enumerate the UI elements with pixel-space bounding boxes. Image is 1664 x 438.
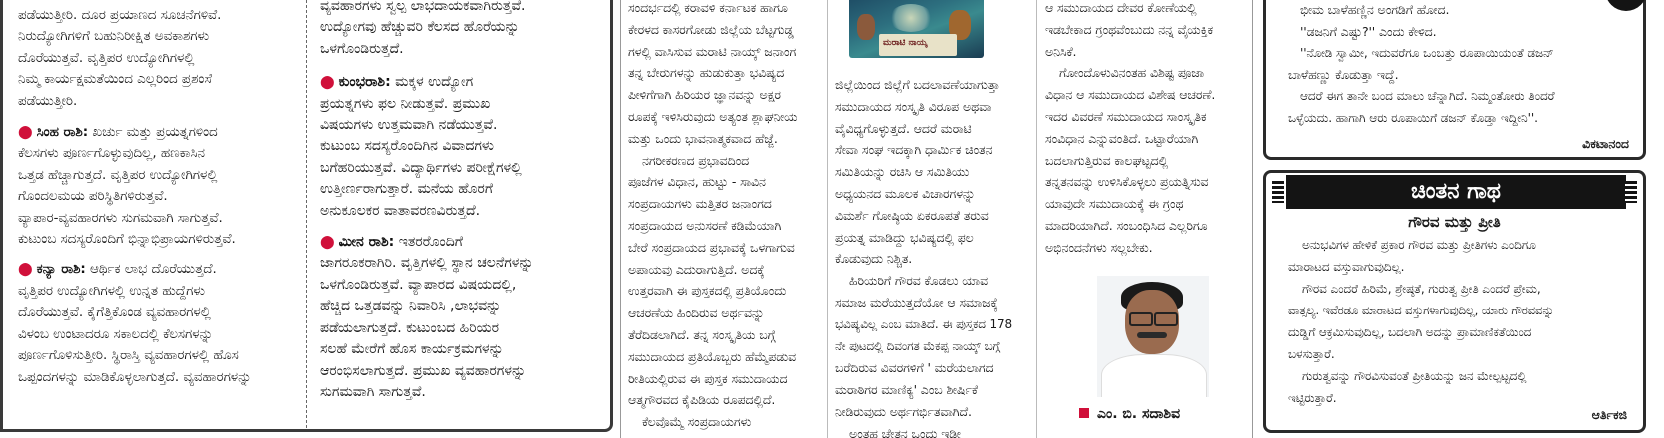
text-line: ಸೇವಾ ಸಂಘ ಇದಕ್ಕಾಗಿ ಧಾರ್ಮಿಕ ಚಿಂತನ — [835, 142, 993, 158]
text-line: ಪೀಳಿಗೆಗಾಗಿ ಹಿರಿಯರ ಜ್ಞಾನವನ್ನು ಅಕ್ಷರ — [628, 87, 781, 103]
text-line: ಆತ್ಮಗೌರವದ ಕೈಪಿಡಿಯ ರೂಪದಲ್ಲಿದೆ. — [628, 392, 776, 408]
text-line: ವಿಳಂಬ ಉಂಟಾದರೂ ಸಕಾಲದಲ್ಲಿ ಕೆಲಸಗಳನ್ನು — [18, 326, 214, 342]
text-line: ಆರಂಭಿಸಲಾಗುತ್ತದೆ. ಪ್ರಮುಖ ವ್ಯವಹಾರಗಳನ್ನು — [320, 362, 527, 379]
text-line: ಸಂವಿಧಾನ ಎನ್ನುವಂತಿದೆ. ಒಟ್ಟಾರೆಯಾಗಿ — [1045, 130, 1199, 146]
text-line: ಅನುಭವಿಗಳ ಹೇಳಿಕೆ ಪ್ರಕಾರ ಗೌರವ ಮತ್ತು ಪ್ರೀತಿಗಳು ಎಂದಿಗೂ — [1302, 238, 1536, 252]
bullet-icon: ⬤ — [320, 75, 335, 91]
text-line: ರೂಪಕ್ಕೆ ಇಳಿಸಿರುವುದು ಅತ್ಯಂತ ಶ್ಲಾಘನೀಯ — [628, 108, 798, 124]
text-line: ತನ್ನತನವನ್ನು ಉಳಿಸಿಕೊಳ್ಳಲು ಪ್ರಯತ್ನಿಸುವ — [1045, 174, 1209, 190]
text-line: ಉದ್ಯೋಗವು ಹೆಚ್ಚುವರಿ ಕೆಲಸದ ಹೊರೆಯನ್ನು — [320, 19, 520, 36]
text-line: ನೀಡಿರುವುದು ಅರ್ಥಗರ್ಭಿತವಾಗಿದೆ. — [835, 403, 972, 419]
chintana-banner — [1286, 175, 1626, 209]
text-line: ನಿರುದ್ಯೋಗಿಗಳಿಗೆ ಬಹುನಿರೀಕ್ಷಿತ ಅವಕಾಶಗಳು — [18, 29, 210, 45]
text-line: ನೇ ಪುಟದಲ್ಲಿ ದಿವಂಗತ ಮೆಕಪ್ಪ ನಾಯ್ಕ್ ಬಗ್ಗೆ — [835, 338, 1001, 353]
text-line: ಸಲಹೆ ಮೇರೆಗೆ ಹೊಸ ಕಾರ್ಯಕ್ರಮಗಳನ್ನು — [320, 341, 504, 358]
text-line: ಗೋಂದೊಳುವಿನಂತಹ ವಿಶಿಷ್ಟ ಪೂಜಾ — [1059, 65, 1205, 81]
rashi-text: ಮಕ್ಕಳ ಉದ್ಯೋಗ — [390, 74, 474, 91]
text-line: ಸಂಪ್ರದಾಯಗಳು ಮತ್ತಿತರ ಜನಾಂಗದ — [628, 196, 772, 212]
text-line: ಗೌರವ ಎಂದರೆ ಹಿರಿಮೆ, ಶ್ರೇಷ್ಠತೆ, ಗುರುತ್ವ ಪ್ರೀತಿ ಎಂದರೆ ಪ್ರೇಮ, — [1302, 281, 1541, 296]
text-line: ವ್ಯವಹಾರಗಳು ಸ್ವಲ್ಪ ಲಾಭದಾಯಕವಾಗಿರುತ್ತವೆ. — [320, 0, 526, 14]
text-line: ಸಮಾಜ ಮರೆಯುತ್ತದೆಯೋ ಆ ಸಮಾಜಕ್ಕೆ — [835, 294, 998, 310]
text-line: ವಾತ್ಸಲ್ಯ. ಇವೆರಡೂ ಮಾರಾಟದ ವಸ್ತುಗಳಾಗುವುದಿಲ್ಲ, ಯಾರು ಗೌರವವನ್ನು — [1288, 303, 1554, 318]
rashi-heading-kanya — [18, 259, 303, 280]
text-line: ಬದಲಾಗುತ್ತಿರುವ ಕಾಲಘಟ್ಟದಲ್ಲಿ — [1045, 152, 1169, 168]
column-rule — [1252, 0, 1253, 438]
text-line: ಇಡಬೇಕಾದ ಗ್ರಂಥವೆಂಬುದು ನನ್ನ ವೈಯಕ್ತಿಕ — [1045, 21, 1213, 37]
text-line: ವೃತ್ತಿಪರ ಉದ್ಯೋಗಿಗಳಲ್ಲಿ ಉನ್ನತ ಹುದ್ದೆಗಳು — [18, 283, 205, 299]
text-line: ತೆರೆದಿಡಲಾಗಿದೆ. ತನ್ನ ಸಂಸ್ಕೃತಿಯ ಬಗ್ಗೆ — [628, 326, 776, 342]
text-line: ಸಮುದಾಯದ ಸಂಸ್ಕೃತಿ ವಿರೂಪ ಅಥವಾ — [835, 98, 992, 114]
text-line: ಅನಿಸಿಕೆ. — [1045, 43, 1077, 59]
chintana-signature: ಆರ್ತಿಕಜಿ — [1591, 407, 1627, 422]
text-line: ಪ್ರಯತ್ನ ಮಾಡಿದ್ದು ಭವಿಷ್ಯದಲ್ಲಿ ಫಲ — [835, 229, 974, 245]
text-line: ಒಳ್ಳೆಯದು. ಹಾಗಾಗಿ ಆರು ರೂಪಾಯಿಗೆ ಡಜನ್ ಕೊಡ್ತಾ ಇದ್ದೀನಿ''. — [1288, 110, 1538, 125]
article-column-1 — [628, 0, 824, 438]
text-line: ವ್ಯಾಪಾರ-ವ್ಯವಹಾರಗಳು ಸುಗಮವಾಗಿ ಸಾಗುತ್ತವೆ. — [18, 210, 223, 226]
text-line: ಇದರ ವಿವರಣೆ ಸಮುದಾಯದ ಸಾಂಸ್ಕೃತಿಕ — [1045, 108, 1207, 124]
text-line: ಒಳಗೊಂಡಿರುತ್ತವೆ. ವ್ಯಾಪಾರದ ವಿಷಯದಲ್ಲಿ, — [320, 276, 517, 293]
banner-ornament-left — [1272, 181, 1284, 203]
text-line: ಪ್ರಯತ್ನಗಳು ಫಲ ನೀಡುತ್ತವೆ. ಪ್ರಮುಖ — [320, 95, 491, 112]
banner-ornament-right — [1625, 181, 1637, 203]
text-line: ಬರೆದಿರುವ ವಿವರಗಳಿಗೆ ' ಮರೆಯಲಾಗದ — [835, 360, 994, 376]
horoscope-column-1 — [18, 0, 303, 438]
text-line: ''ಡಜನಿಗೆ ಎಷ್ಟು?'' ಎಂದು ಕೇಳಿದ. — [1300, 23, 1437, 39]
chintana-banner-title: ಚಿಂತನ ಗಾಥ — [1411, 179, 1501, 204]
book-cover-image — [849, 0, 984, 58]
author-byline — [1079, 403, 1180, 422]
text-line: ಕುಟುಂಬ ಸದಸ್ಯರೊಂದಿಗೆ ಭಿನ್ನಾಭಿಪ್ರಾಯಗಳಿರುತ್ತವೆ. — [18, 232, 236, 248]
text-line: ಉತ್ತರವಾಗಿ ಈ ಪುಸ್ತಕದಲ್ಲಿ ಪ್ರತಿಯೊಂದು — [628, 283, 787, 299]
text-line: ಬಳಸುತ್ತಾರೆ. — [1288, 346, 1335, 361]
text-line: ಪೂರ್ಣಗೊಳಿಸುತ್ತೀರಿ. ಸ್ಥಿರಾಸ್ತಿ ವ್ಯವಹಾರಗಳಲ್ಲಿ ಹೊಸ — [18, 348, 239, 364]
text-line: ರೀತಿಯಲ್ಲಿರುವ ಈ ಪುಸ್ತಕ ಸಮುದಾಯದ — [628, 370, 788, 386]
text-line: ದೊರೆಯುತ್ತವೆ. ಕೈಗೆತ್ತಿಕೊಂಡ ವ್ಯವಹಾರಗಳಲ್ಲಿ — [18, 305, 211, 321]
rashi-title: ಸಿಂಹ ರಾಶಿ: — [36, 125, 89, 141]
text-line: ಅಂತಹ ಚೇತನ ಒಂದು ಇಡೀ — [849, 425, 961, 438]
text-line: ವಿಷಯಗಳು ಉತ್ತಮವಾಗಿ ನಡೆಯುತ್ತವೆ. — [320, 117, 498, 134]
text-line: ಗೊಂದಲಮಯ ಪರಿಸ್ಥಿತಿಗಳಿರುತ್ತವೆ. — [18, 189, 168, 205]
text-line: ದೊರೆಯುತ್ತವೆ. ವೃತ್ತಿಪರ ಉದ್ಯೋಗಿಗಳಲ್ಲಿ — [18, 50, 195, 66]
article-column-3 — [1045, 0, 1249, 438]
author-square-icon — [1079, 408, 1089, 418]
text-line: ವಿಮರ್ಶೆ ಗೋಷ್ಠಿಯ ಏಕರೂಪತೆ ತರುವ — [835, 207, 989, 223]
text-line: ಅಭಿನಂದನೆಗಳು ಸಲ್ಲಬೇಕು. — [1045, 239, 1153, 255]
text-line: ಅಧ್ಯಯನದ ಮೂಲಕ ವಿಚಾರಗಳನ್ನು — [835, 185, 976, 201]
text-line: ಕೆಲಸಗಳು ಪೂರ್ಣಗೊಳ್ಳುವುದಿಲ್ಲ, ಹಣಕಾಸಿನ — [18, 146, 205, 162]
text-line: ಭವಿಷ್ಯವಿಲ್ಲ ಎಂಬ ಮಾತಿದೆ. ಈ ಪುಸ್ತಕದ 178 — [835, 316, 1013, 331]
text-line: ಅನುಕೂಲಕರ ವಾತಾವರಣವಿರುತ್ತದೆ. — [320, 202, 481, 219]
text-line: ಯಾವುದೇ ಸಮುದಾಯಕ್ಕೆ ಈ ಗ್ರಂಥ — [1045, 196, 1184, 212]
text-line: ಉತ್ತೀರ್ಣರಾಗುತ್ತಾರೆ. ಮನೆಯ ಹೊರಗೆ — [320, 181, 493, 198]
text-line: ಹಿರಿಯರಿಗೆ ಗೌರವ ಕೊಡಲು ಯಾವ — [849, 273, 989, 289]
text-line: ''ನೋಡಿ ಸ್ವಾಮೀ, ಇದುವರೆಗೂ ಒಂಬತ್ತು ರೂಪಾಯಿಯಂತೆ ಡಜನ್ — [1300, 45, 1554, 60]
text-line: ಬಾಳೆಹಣ್ಣು ಕೊಡುತ್ತಾ ಇದ್ದೆ. — [1288, 67, 1399, 83]
chintana-subtitle: ಗೌರವ ಮತ್ತು ಪ್ರೀತಿ — [1408, 213, 1501, 231]
rashi-title: ಕನ್ಯಾ ರಾಶಿ: — [36, 262, 86, 278]
text-line: ಭೀಮ ಬಾಳೆಹಣ್ಣಿನ ಅಂಗಡಿಗೆ ಹೋದ. — [1300, 2, 1450, 17]
text-line: ಒಳಗೊಂಡಿರುತ್ತದೆ. — [320, 40, 404, 57]
text-line: ಒಪ್ಪಂದಗಳನ್ನು ಮಾಡಿಕೊಳ್ಳಲಾಗುತ್ತದೆ. ವ್ಯವಹಾರಗಳನ್ನು — [18, 369, 252, 385]
rashi-text: ಆರ್ಥಿಕ ಲಾಭ ದೊರೆಯುತ್ತದೆ. — [85, 262, 217, 278]
text-line: ಮಾರಾಟದ ವಸ್ತುವಾಗುವುದಿಲ್ಲ. — [1288, 259, 1405, 274]
text-line: ದುಡ್ಡಿಗೆ ಆಕ್ರಮಿಸುವುದಿಲ್ಲ, ಬದಲಾಗಿ ಅದನ್ನು ಪ್ರಾಮಾಣಿಕತೆಯಿಂದ — [1288, 325, 1532, 340]
text-line: ಜಾಗರೂಕರಾಗಿರಿ. ವೃತ್ತಿಗಳಲ್ಲಿ ಸ್ಥಾನ ಚಲನೆಗಳನ್ನು — [320, 255, 534, 272]
bullet-icon: ⬤ — [18, 125, 33, 141]
text-line: ಹೆಚ್ಚಿದ ಒತ್ತಡವನ್ನು ನಿವಾರಿಸಿ ,ಲಾಭವನ್ನು — [320, 298, 502, 315]
text-line: ಮಾದರಿಯಾಗಿದೆ. ಸಂಬಂಧಿಸಿದ ಎಲ್ಲರಿಗೂ — [1045, 217, 1208, 233]
author-name: ಎಂ. ಬಿ. ಸದಾಶಿವ — [1097, 406, 1181, 422]
rashi-title: ಕುಂಭರಾಶಿ: — [338, 74, 391, 91]
text-line: ನಿಮ್ಮ ಕಾರ್ಯಕ್ಷಮತೆಯಿಂದ ಎಲ್ಲರಿಂದ ಪ್ರಶಂಸೆ — [18, 72, 212, 88]
book-cover-title: ಮರಾಟಿ ನಾಯ್ಕ — [883, 38, 928, 48]
text-line: ಕೆಲವೊಮ್ಮೆ ಸಂಪ್ರದಾಯಗಳು — [642, 414, 752, 430]
text-line: ಸಮಿತಿಯನ್ನು ರಚಿಸಿ ಆ ಸಮಿತಿಯು — [835, 164, 970, 180]
rashi-heading-kumbha — [320, 72, 605, 93]
joke-box — [1263, 0, 1646, 160]
horoscope-divider — [306, 0, 307, 428]
text-line: ಆಚರಣೆಯ ಹಿಂದಿರುವ ಅರ್ಥವನ್ನು — [628, 305, 765, 321]
text-line: ಇಟ್ಟಿರುತ್ತಾರೆ. — [1288, 390, 1337, 405]
text-line: ಗುರುತ್ವವನ್ನು ಗೌರವಿಸುವಂತೆ ಪ್ರೀತಿಯನ್ನು ಜನ ಮೇಲ್ಪಟ್ಟದಲ್ಲಿ — [1302, 368, 1527, 383]
column-rule — [827, 0, 828, 438]
horoscope-column-2 — [320, 0, 605, 438]
bullet-icon: ⬤ — [320, 235, 335, 251]
chintana-box — [1263, 170, 1646, 433]
text-line: ಆದರೆ ಈಗ ತಾನೇ ಬಂದ ಮಾಲು ಚೆನ್ನಾಗಿದೆ. ನಿಮ್ಮಂತೋರು ತಿಂದರೆ — [1300, 89, 1555, 104]
text-line: ಪಡೆಯುತ್ತೀರಿ. — [18, 93, 78, 109]
joke-signature: ವಿಕಟಾನಂದ — [1582, 136, 1629, 151]
text-line: ಒತ್ತಡ ಹೆಚ್ಚಾಗುತ್ತದೆ. ವೃತ್ತಿಪರ ಉದ್ಯೋಗಿಗಳಲ್ಲಿ — [18, 167, 218, 183]
text-line: ಬೇರೆ ಸಂಪ್ರದಾಯದ ಪ್ರಭಾವಕ್ಕೆ ಒಳಗಾಗುವ — [628, 239, 795, 255]
rashi-title: ಮೀನ ರಾಶಿ: — [338, 234, 395, 251]
column-rule — [1036, 0, 1037, 438]
text-line: ಜಿಲ್ಲೆಯಿಂದ ಜಿಲ್ಲೆಗೆ ಬದಲಾವಣೆಯಾಗುತ್ತಾ — [835, 77, 1000, 92]
text-line: ಸಮುದಾಯದ ಪ್ರತಿಯೊಬ್ಬರು ಹೆಮ್ಮೆಪಡುವ — [628, 348, 797, 364]
text-line: ಪೂಜೆಗಳ ವಿಧಾನ, ಹುಟ್ಟು - ಸಾವಿನ — [628, 174, 766, 190]
column-rule — [620, 0, 621, 438]
bullet-icon: ⬤ — [18, 262, 33, 278]
text-line: ಆ ಸಮುದಾಯದ ದೇವರ ಕೋಣೆಯಲ್ಲಿ — [1045, 0, 1197, 15]
text-line: ಅಪಾಯವು ಎದುರಾಗುತ್ತಿದೆ. ಅದಕ್ಕೆ — [628, 261, 765, 277]
text-line: ಕೇರಳದ ಕಾಸರಗೋಡು ಜಿಲ್ಲೆಯ ಬೆಟ್ಟಗುಡ್ಡ — [628, 21, 794, 37]
author-photo — [1097, 276, 1209, 397]
text-line: ವಿಧಾನ ಆ ಸಮುದಾಯದ ವಿಶೇಷ ಆಚರಣೆ. — [1045, 87, 1216, 103]
article-column-2 — [835, 0, 1033, 438]
text-line: ಪಡೆಯುತ್ತೀರಿ. ದೂರ ಪ್ರಯಾಣದ ಸೂಚನೆಗಳಿವೆ. — [18, 8, 222, 23]
text-line: ಪಡೆಯಲಾಗುತ್ತದೆ. ಕುಟುಂಬದ ಹಿರಿಯರ — [320, 319, 500, 336]
rashi-heading-simha — [18, 122, 303, 143]
rashi-heading-meena — [320, 232, 605, 253]
text-line: ಸಂದರ್ಭದಲ್ಲಿ ಕರಾವಳಿ ಕರ್ನಾಟಕ ಹಾಗೂ — [628, 0, 788, 15]
text-line: ಕುಟುಂಬ ಸದಸ್ಯರೊಂದಿಗಿನ ವಿವಾದಗಳು — [320, 138, 494, 155]
text-line: ವೈವಿಧ್ಯಗೊಳ್ಳುತ್ತದೆ. ಆದರೆ ಮರಾಟಿ — [835, 120, 972, 136]
text-line: ಮತ್ತು ಒಂದು ಭಾವನಾತ್ಮಕವಾದ ಹೆಜ್ಜೆ. — [628, 130, 778, 146]
text-line: ಬಗೆಹರಿಯುತ್ತವೆ. ವಿದ್ಯಾರ್ಥಿಗಳು ಪರೀಕ್ಷೆಗಳಲ್ಲಿ — [320, 159, 522, 176]
text-line: ಕೊಡುವುದು ನಿಶ್ಚಿತ. — [835, 251, 913, 267]
text-line: ಸುಗಮವಾಗಿ ಸಾಗುತ್ತವೆ. — [320, 383, 426, 400]
rashi-text: ಖರ್ಚು ಮತ್ತು ಪ್ರಯತ್ನಗಳಿಂದ — [88, 125, 218, 141]
rashi-text: ಇತರರೊಂದಿಗೆ — [394, 234, 463, 251]
text-line: ತನ್ನ ಬೇರುಗಳನ್ನು ಹುಡುಕುತ್ತಾ ಭವಿಷ್ಯದ — [628, 65, 785, 81]
text-line: ಮರಾಠಿಗರ ಮಾಣಿಕ್ಯ' ಎಂಬ ಶೀರ್ಷಿಕೆ — [835, 382, 978, 398]
text-line: ಸಂಪ್ರದಾಯದ ಅನುಸರಣೆ ಕಡಿಮೆಯಾಗಿ — [628, 217, 782, 233]
text-line: ಗಳಲ್ಲಿ ವಾಸಿಸುವ ಮರಾಟಿ ನಾಯ್ಕ್ ಜನಾಂಗ — [628, 43, 797, 59]
text-line: ನಗರೀಕರಣದ ಪ್ರಭಾವದಿಂದ — [642, 152, 750, 168]
